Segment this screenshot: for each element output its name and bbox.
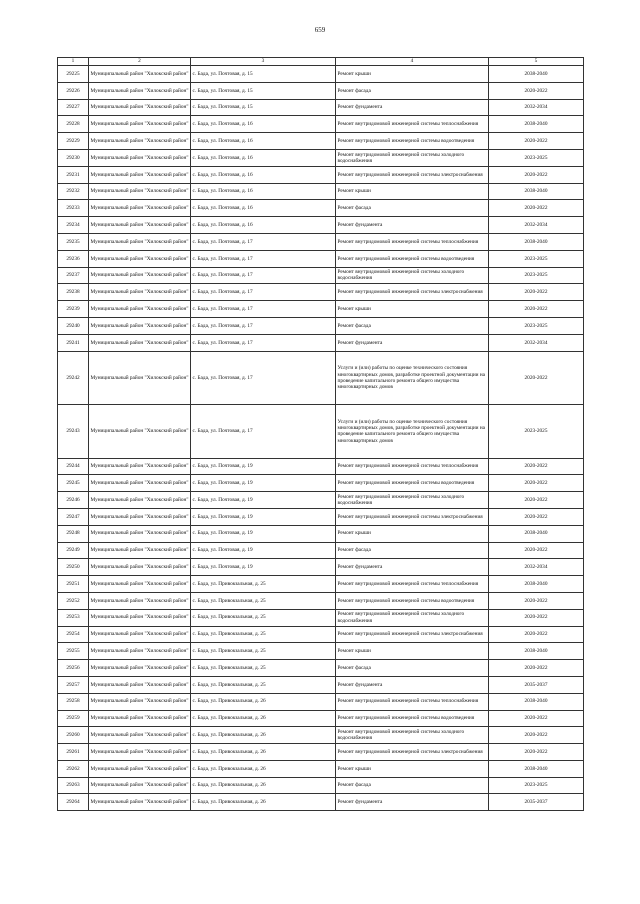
row-number: 29241	[58, 334, 89, 351]
row-number: 29229	[58, 133, 89, 150]
district-cell: Муниципальный район "Хилокский район"	[89, 525, 191, 542]
district-cell: Муниципальный район "Хилокский район"	[89, 200, 191, 217]
district-cell: Муниципальный район "Хилокский район"	[89, 777, 191, 794]
period-cell: 2038-2040	[489, 66, 584, 83]
table-row	[58, 200, 584, 217]
work-type-cell: Услуги и (или) работы по оценке технического состояния многоквартирных домов, разработке проектной документации на проведение капитального ремонта общего имущества многоквартирных домов	[336, 405, 489, 459]
work-type-cell: Ремонт внутридомовой инженерной системы холодного водоснабжения	[336, 492, 489, 509]
period-cell: 2038-2040	[489, 233, 584, 250]
row-number: 29256	[58, 660, 89, 677]
address-cell: с. Бада, ул. Привокзальная, д. 26	[191, 744, 336, 761]
period-cell: 2020-2022	[489, 133, 584, 150]
work-type-cell: Ремонт внутридомовой инженерной системы холодного водоснабжения	[336, 149, 489, 166]
work-type-cell: Ремонт внутридомовой инженерной системы водоотведения	[336, 475, 489, 492]
district-cell: Муниципальный район "Хилокский район"	[89, 710, 191, 727]
row-number: 29264	[58, 794, 89, 811]
address-cell: с. Бада, ул. Почтовая, д. 17	[191, 284, 336, 301]
work-type-cell: Ремонт фундамента	[336, 99, 489, 116]
table-row	[58, 183, 584, 200]
work-type-cell: Ремонт внутридомовой инженерной системы теплоснабжения	[336, 458, 489, 475]
period-cell: 2023-2025	[489, 267, 584, 284]
period-cell: 2020-2022	[489, 492, 584, 509]
work-type-cell: Ремонт фасада	[336, 660, 489, 677]
row-number: 29243	[58, 405, 89, 459]
row-number: 29226	[58, 82, 89, 99]
work-type-cell: Ремонт внутридомовой инженерной системы теплоснабжения	[336, 116, 489, 133]
table-row	[58, 351, 584, 405]
address-cell: с. Бада, ул. Почтовая, д. 19	[191, 508, 336, 525]
work-type-cell: Ремонт крыши	[336, 66, 489, 83]
work-type-cell: Ремонт внутридомовой инженерной системы теплоснабжения	[336, 576, 489, 593]
table-row	[58, 166, 584, 183]
row-number: 29237	[58, 267, 89, 284]
district-cell: Муниципальный район "Хилокский район"	[89, 744, 191, 761]
address-cell: с. Бада, ул. Почтовая, д. 17	[191, 317, 336, 334]
table-row	[58, 676, 584, 693]
district-cell: Муниципальный район "Хилокский район"	[89, 660, 191, 677]
work-type-cell: Ремонт внутридомовой инженерной системы холодного водоснабжения	[336, 609, 489, 626]
period-cell: 2020-2022	[489, 284, 584, 301]
district-cell: Муниципальный район "Хилокский район"	[89, 116, 191, 133]
column-header: 3	[191, 58, 336, 66]
period-cell: 2023-2025	[489, 317, 584, 334]
period-cell: 2020-2022	[489, 351, 584, 405]
table-row	[58, 82, 584, 99]
row-number: 29232	[58, 183, 89, 200]
district-cell: Муниципальный район "Хилокский район"	[89, 794, 191, 811]
table-row	[58, 794, 584, 811]
work-type-cell: Ремонт фасада	[336, 317, 489, 334]
period-cell: 2038-2040	[489, 576, 584, 593]
row-number: 29246	[58, 492, 89, 509]
table-row	[58, 559, 584, 576]
work-type-cell: Ремонт фундамента	[336, 217, 489, 234]
table-row	[58, 643, 584, 660]
table-row	[58, 217, 584, 234]
table-body	[58, 66, 584, 811]
district-cell: Муниципальный район "Хилокский район"	[89, 760, 191, 777]
period-cell: 2020-2022	[489, 458, 584, 475]
period-cell: 2023-2025	[489, 149, 584, 166]
row-number: 29252	[58, 592, 89, 609]
row-number: 29227	[58, 99, 89, 116]
work-type-cell: Ремонт крыши	[336, 301, 489, 318]
period-cell: 2032-2034	[489, 217, 584, 234]
period-cell: 2020-2022	[489, 301, 584, 318]
period-cell: 2032-2034	[489, 99, 584, 116]
district-cell: Муниципальный район "Хилокский район"	[89, 559, 191, 576]
row-number: 29251	[58, 576, 89, 593]
row-number: 29230	[58, 149, 89, 166]
work-type-cell: Ремонт крыши	[336, 760, 489, 777]
address-cell: с. Бада, ул. Почтовая, д. 19	[191, 492, 336, 509]
table-row	[58, 284, 584, 301]
address-cell: с. Бада, ул. Почтовая, д. 19	[191, 525, 336, 542]
work-type-cell: Ремонт крыши	[336, 525, 489, 542]
work-type-cell: Ремонт внутридомовой инженерной системы электроснабжения	[336, 508, 489, 525]
address-cell: с. Бада, ул. Привокзальная, д. 26	[191, 760, 336, 777]
address-cell: с. Бада, ул. Почтовая, д. 16	[191, 149, 336, 166]
address-cell: с. Бада, ул. Привокзальная, д. 25	[191, 576, 336, 593]
address-cell: с. Бада, ул. Привокзальная, д. 26	[191, 794, 336, 811]
table-row	[58, 710, 584, 727]
row-number: 29258	[58, 693, 89, 710]
table-row	[58, 267, 584, 284]
row-number: 29259	[58, 710, 89, 727]
table-row	[58, 760, 584, 777]
repair-schedule-table	[57, 57, 584, 811]
district-cell: Муниципальный район "Хилокский район"	[89, 475, 191, 492]
row-number: 29234	[58, 217, 89, 234]
row-number: 29239	[58, 301, 89, 318]
district-cell: Муниципальный район "Хилокский район"	[89, 609, 191, 626]
address-cell: с. Бада, ул. Почтовая, д. 17	[191, 351, 336, 405]
table-row	[58, 66, 584, 83]
address-cell: с. Бада, ул. Привокзальная, д. 25	[191, 626, 336, 643]
district-cell: Муниципальный район "Хилокский район"	[89, 301, 191, 318]
column-header: 1	[58, 58, 89, 66]
row-number: 29242	[58, 351, 89, 405]
district-cell: Муниципальный район "Хилокский район"	[89, 592, 191, 609]
period-cell: 2038-2040	[489, 183, 584, 200]
table-row	[58, 693, 584, 710]
work-type-cell: Ремонт внутридомовой инженерной системы электроснабжения	[336, 166, 489, 183]
address-cell: с. Бада, ул. Почтовая, д. 15	[191, 66, 336, 83]
table-row	[58, 609, 584, 626]
district-cell: Муниципальный район "Хилокский район"	[89, 492, 191, 509]
address-cell: с. Бада, ул. Почтовая, д. 16	[191, 200, 336, 217]
row-number: 29236	[58, 250, 89, 267]
district-cell: Муниципальный район "Хилокский район"	[89, 183, 191, 200]
row-number: 29257	[58, 676, 89, 693]
address-cell: с. Бада, ул. Почтовая, д. 19	[191, 559, 336, 576]
district-cell: Муниципальный район "Хилокский район"	[89, 166, 191, 183]
work-type-cell: Услуги и (или) работы по оценке технического состояния многоквартирных домов, разработке проектной документации на проведение капитального ремонта общего имущества многоквартирных домов	[336, 351, 489, 405]
address-cell: с. Бада, ул. Привокзальная, д. 26	[191, 710, 336, 727]
address-cell: с. Бада, ул. Почтовая, д. 15	[191, 99, 336, 116]
address-cell: с. Бада, ул. Привокзальная, д. 25	[191, 676, 336, 693]
row-number: 29255	[58, 643, 89, 660]
work-type-cell: Ремонт внутридомовой инженерной системы электроснабжения	[336, 284, 489, 301]
period-cell: 2020-2022	[489, 542, 584, 559]
row-number: 29263	[58, 777, 89, 794]
period-cell: 2020-2022	[489, 626, 584, 643]
work-type-cell: Ремонт внутридомовой инженерной системы электроснабжения	[336, 744, 489, 761]
period-cell: 2020-2022	[489, 609, 584, 626]
address-cell: с. Бада, ул. Привокзальная, д. 26	[191, 777, 336, 794]
address-cell: с. Бада, ул. Почтовая, д. 17	[191, 267, 336, 284]
work-type-cell: Ремонт внутридомовой инженерной системы водоотведения	[336, 250, 489, 267]
period-cell: 2020-2022	[489, 166, 584, 183]
table-row	[58, 626, 584, 643]
period-cell: 2020-2022	[489, 508, 584, 525]
period-cell: 2020-2022	[489, 660, 584, 677]
period-cell: 2020-2022	[489, 200, 584, 217]
period-cell: 2023-2025	[489, 777, 584, 794]
column-header: 4	[336, 58, 489, 66]
district-cell: Муниципальный район "Хилокский район"	[89, 217, 191, 234]
work-type-cell: Ремонт внутридомовой инженерной системы холодного водоснабжения	[336, 727, 489, 744]
district-cell: Муниципальный район "Хилокский район"	[89, 82, 191, 99]
work-type-cell: Ремонт фундамента	[336, 794, 489, 811]
row-number: 29235	[58, 233, 89, 250]
row-number: 29248	[58, 525, 89, 542]
period-cell: 2032-2034	[489, 559, 584, 576]
row-number: 29233	[58, 200, 89, 217]
row-number: 29238	[58, 284, 89, 301]
work-type-cell: Ремонт фасада	[336, 200, 489, 217]
address-cell: с. Бада, ул. Почтовая, д. 17	[191, 405, 336, 459]
table-row	[58, 317, 584, 334]
table-row	[58, 744, 584, 761]
period-cell: 2020-2022	[489, 592, 584, 609]
district-cell: Муниципальный район "Хилокский район"	[89, 351, 191, 405]
table-row	[58, 334, 584, 351]
address-cell: с. Бада, ул. Почтовая, д. 16	[191, 116, 336, 133]
district-cell: Муниципальный район "Хилокский район"	[89, 233, 191, 250]
work-type-cell: Ремонт крыши	[336, 183, 489, 200]
table-row	[58, 777, 584, 794]
address-cell: с. Бада, ул. Привокзальная, д. 25	[191, 592, 336, 609]
work-type-cell: Ремонт внутридомовой инженерной системы водоотведения	[336, 592, 489, 609]
table-row	[58, 99, 584, 116]
work-type-cell: Ремонт крыши	[336, 643, 489, 660]
period-cell: 2023-2025	[489, 405, 584, 459]
address-cell: с. Бада, ул. Привокзальная, д. 26	[191, 727, 336, 744]
period-cell: 2023-2025	[489, 250, 584, 267]
district-cell: Муниципальный район "Хилокский район"	[89, 133, 191, 150]
work-type-cell: Ремонт внутридомовой инженерной системы теплоснабжения	[336, 693, 489, 710]
row-number: 29261	[58, 744, 89, 761]
period-cell: 2020-2022	[489, 727, 584, 744]
period-cell: 2020-2022	[489, 744, 584, 761]
work-type-cell: Ремонт фундамента	[336, 334, 489, 351]
district-cell: Муниципальный район "Хилокский район"	[89, 508, 191, 525]
column-header: 2	[89, 58, 191, 66]
row-number: 29247	[58, 508, 89, 525]
address-cell: с. Бада, ул. Почтовая, д. 19	[191, 458, 336, 475]
column-header: 5	[489, 58, 584, 66]
table-row	[58, 492, 584, 509]
address-cell: с. Бада, ул. Почтовая, д. 15	[191, 82, 336, 99]
row-number: 29254	[58, 626, 89, 643]
table-row	[58, 475, 584, 492]
table-row	[58, 727, 584, 744]
work-type-cell: Ремонт внутридомовой инженерной системы электроснабжения	[336, 626, 489, 643]
work-type-cell: Ремонт фасада	[336, 542, 489, 559]
district-cell: Муниципальный район "Хилокский район"	[89, 149, 191, 166]
table-row	[58, 405, 584, 459]
table-row	[58, 250, 584, 267]
table-row	[58, 233, 584, 250]
row-number: 29245	[58, 475, 89, 492]
period-cell: 2020-2022	[489, 710, 584, 727]
period-cell: 2038-2040	[489, 760, 584, 777]
row-number: 29240	[58, 317, 89, 334]
period-cell: 2038-2040	[489, 693, 584, 710]
address-cell: с. Бада, ул. Почтовая, д. 19	[191, 542, 336, 559]
row-number: 29231	[58, 166, 89, 183]
address-cell: с. Бада, ул. Почтовая, д. 16	[191, 166, 336, 183]
table-row	[58, 301, 584, 318]
address-cell: с. Бада, ул. Почтовая, д. 16	[191, 183, 336, 200]
row-number: 29244	[58, 458, 89, 475]
district-cell: Муниципальный район "Хилокский район"	[89, 250, 191, 267]
district-cell: Муниципальный район "Хилокский район"	[89, 693, 191, 710]
address-cell: с. Бада, ул. Привокзальная, д. 25	[191, 660, 336, 677]
period-cell: 2038-2040	[489, 643, 584, 660]
period-cell: 2038-2040	[489, 116, 584, 133]
address-cell: с. Бада, ул. Почтовая, д. 17	[191, 334, 336, 351]
table-row	[58, 149, 584, 166]
work-type-cell: Ремонт фундамента	[336, 559, 489, 576]
table-row	[58, 576, 584, 593]
work-type-cell: Ремонт внутридомовой инженерной системы водоотведения	[336, 133, 489, 150]
work-type-cell: Ремонт фундамента	[336, 676, 489, 693]
period-cell: 2032-2034	[489, 334, 584, 351]
period-cell: 2038-2040	[489, 525, 584, 542]
district-cell: Муниципальный район "Хилокский район"	[89, 576, 191, 593]
table-row	[58, 508, 584, 525]
period-cell: 2020-2022	[489, 475, 584, 492]
district-cell: Муниципальный район "Хилокский район"	[89, 66, 191, 83]
district-cell: Муниципальный район "Хилокский район"	[89, 676, 191, 693]
address-cell: с. Бада, ул. Почтовая, д. 17	[191, 250, 336, 267]
address-cell: с. Бада, ул. Почтовая, д. 17	[191, 301, 336, 318]
table-header-row	[58, 58, 584, 66]
address-cell: с. Бада, ул. Привокзальная, д. 25	[191, 609, 336, 626]
page-number: 659	[314, 26, 326, 34]
district-cell: Муниципальный район "Хилокский район"	[89, 643, 191, 660]
district-cell: Муниципальный район "Хилокский район"	[89, 458, 191, 475]
address-cell: с. Бада, ул. Почтовая, д. 16	[191, 133, 336, 150]
address-cell: с. Бада, ул. Привокзальная, д. 26	[191, 693, 336, 710]
row-number: 29250	[58, 559, 89, 576]
district-cell: Муниципальный район "Хилокский район"	[89, 542, 191, 559]
work-type-cell: Ремонт фасада	[336, 82, 489, 99]
row-number: 29253	[58, 609, 89, 626]
work-type-cell: Ремонт внутридомовой инженерной системы холодного водоснабжения	[336, 267, 489, 284]
district-cell: Муниципальный район "Хилокский район"	[89, 99, 191, 116]
table-row	[58, 458, 584, 475]
district-cell: Муниципальный район "Хилокский район"	[89, 405, 191, 459]
table-row	[58, 116, 584, 133]
row-number: 29225	[58, 66, 89, 83]
address-cell: с. Бада, ул. Привокзальная, д. 25	[191, 643, 336, 660]
address-cell: с. Бада, ул. Почтовая, д. 17	[191, 233, 336, 250]
work-type-cell: Ремонт внутридомовой инженерной системы теплоснабжения	[336, 233, 489, 250]
district-cell: Муниципальный район "Хилокский район"	[89, 334, 191, 351]
table-row	[58, 660, 584, 677]
table-row	[58, 592, 584, 609]
work-type-cell: Ремонт внутридомовой инженерной системы водоотведения	[336, 710, 489, 727]
district-cell: Муниципальный район "Хилокский район"	[89, 284, 191, 301]
row-number: 29262	[58, 760, 89, 777]
table-row	[58, 542, 584, 559]
district-cell: Муниципальный район "Хилокский район"	[89, 267, 191, 284]
period-cell: 2020-2022	[489, 82, 584, 99]
period-cell: 2035-2037	[489, 676, 584, 693]
work-type-cell: Ремонт фасада	[336, 777, 489, 794]
table-row	[58, 525, 584, 542]
district-cell: Муниципальный район "Хилокский район"	[89, 317, 191, 334]
period-cell: 2035-2037	[489, 794, 584, 811]
district-cell: Муниципальный район "Хилокский район"	[89, 626, 191, 643]
row-number: 29249	[58, 542, 89, 559]
table-row	[58, 133, 584, 150]
address-cell: с. Бада, ул. Почтовая, д. 16	[191, 217, 336, 234]
district-cell: Муниципальный район "Хилокский район"	[89, 727, 191, 744]
address-cell: с. Бада, ул. Почтовая, д. 19	[191, 475, 336, 492]
row-number: 29228	[58, 116, 89, 133]
row-number: 29260	[58, 727, 89, 744]
